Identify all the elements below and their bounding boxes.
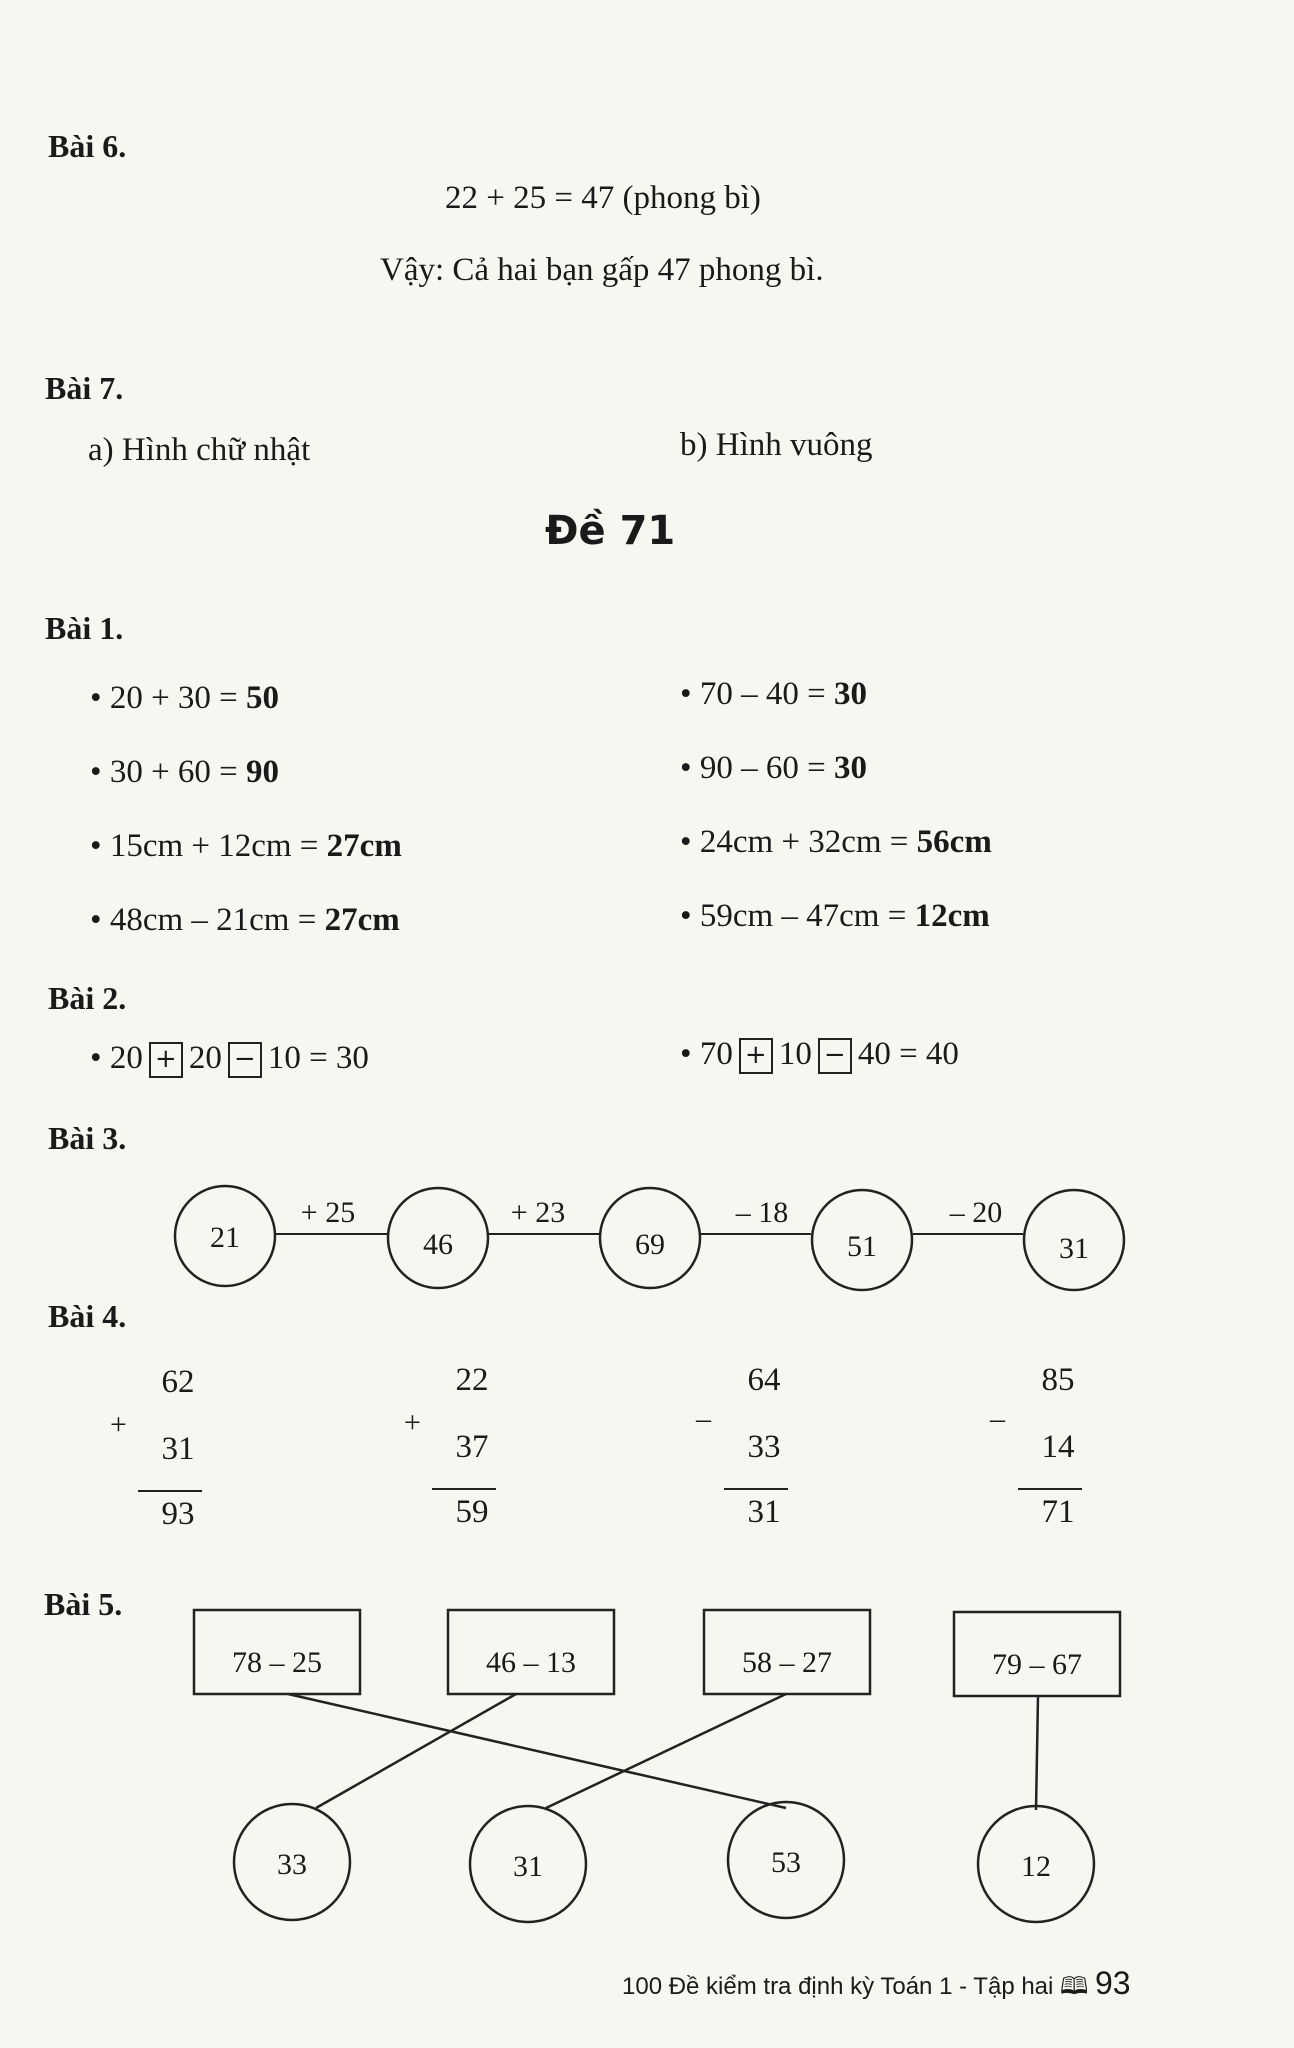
expression-box-text: 46 – 13 — [486, 1646, 576, 1679]
vc-result: 59 — [455, 1494, 489, 1530]
vc-operator: + — [404, 1406, 421, 1439]
match-line — [288, 1694, 786, 1808]
bai1-right-item: • 90 – 60 = 30 — [680, 750, 867, 786]
bai1-right-item: • 24cm + 32cm = 56cm — [680, 824, 992, 860]
bai2-left-expr: • 20 + 20 − 10 = 30 — [90, 1040, 369, 1078]
expression-box-text: 58 – 27 — [742, 1646, 832, 1679]
match-line — [1036, 1696, 1038, 1810]
bai3-label: Bài 3. — [48, 1120, 127, 1156]
expression-box-text: 79 – 67 — [992, 1648, 1082, 1681]
bai7-b: b) Hình vuông — [680, 427, 873, 463]
bai7-a: a) Hình chữ nhật — [88, 432, 311, 468]
bai1-left-item: • 48cm – 21cm = 27cm — [90, 902, 400, 938]
chain-operation: – 20 — [949, 1196, 1003, 1229]
bai5-label: Bài 5. — [44, 1586, 123, 1622]
vertical-calc — [404, 1362, 512, 1562]
result-circle-value: 53 — [771, 1846, 801, 1879]
expression-box-text: 78 – 25 — [232, 1646, 322, 1679]
chain-node-value: 51 — [847, 1230, 877, 1263]
vc-bar — [724, 1488, 788, 1490]
vc-operator: + — [110, 1408, 127, 1441]
vc-bar — [138, 1490, 202, 1492]
bai4-label: Bài 4. — [48, 1298, 127, 1334]
footer-book-title: 100 Đề kiểm tra định kỳ Toán 1 - Tập hai — [622, 1973, 1054, 2000]
vc-result: 71 — [1041, 1494, 1075, 1530]
vc-top: 22 — [455, 1362, 489, 1398]
result-circle-value: 33 — [277, 1848, 307, 1881]
vertical-calc — [696, 1362, 804, 1562]
operator-box: − — [228, 1042, 262, 1078]
bai2-right-expr: • 70 + 10 − 40 = 40 — [680, 1036, 959, 1074]
vc-result: 93 — [161, 1496, 195, 1532]
vc-top: 62 — [161, 1364, 195, 1400]
chain-operation: – 18 — [735, 1196, 789, 1229]
book-icon: 🕮 — [1060, 1973, 1089, 2000]
vc-bottom: 37 — [455, 1429, 489, 1465]
vc-operator: – — [990, 1402, 1005, 1435]
bai1-left-item: • 15cm + 12cm = 27cm — [90, 828, 402, 864]
de-title: Đề 71 — [545, 508, 676, 554]
chain-node-value: 21 — [210, 1221, 240, 1254]
vc-operator: – — [696, 1402, 711, 1435]
result-circle-value: 31 — [513, 1850, 543, 1883]
bai6-answer: Vậy: Cả hai bạn gấp 47 phong bì. — [380, 252, 824, 288]
vc-top: 85 — [1041, 1362, 1075, 1398]
bai1-label: Bài 1. — [45, 610, 124, 646]
vc-bottom: 31 — [161, 1431, 195, 1467]
match-line — [316, 1694, 516, 1808]
vc-result: 31 — [747, 1494, 781, 1530]
vc-top: 64 — [747, 1362, 781, 1398]
vertical-calc — [990, 1362, 1098, 1562]
bai1-right-item: • 70 – 40 = 30 — [680, 676, 867, 712]
chain-operation: + 23 — [510, 1196, 566, 1229]
operator-box: − — [818, 1038, 852, 1074]
chain-node-value: 46 — [423, 1228, 453, 1261]
bai6-calc: 22 + 25 = 47 (phong bì) — [445, 180, 761, 216]
chain-node-value: 69 — [635, 1228, 665, 1261]
match-line — [546, 1694, 786, 1808]
bai7-label: Bài 7. — [45, 370, 124, 406]
bai1-left-item: • 30 + 60 = 90 — [90, 754, 280, 790]
page-number: 93 — [1095, 1965, 1131, 2001]
bai1-right-item: • 59cm – 47cm = 12cm — [680, 898, 990, 934]
page-footer — [622, 1965, 1131, 2010]
result-circle-value: 12 — [1021, 1850, 1051, 1883]
vc-bar — [1018, 1488, 1082, 1490]
vc-bottom: 14 — [1041, 1429, 1075, 1465]
vc-bar — [432, 1488, 496, 1490]
chain-node-value: 31 — [1059, 1232, 1089, 1265]
vc-bottom: 33 — [747, 1429, 781, 1465]
operator-box: + — [739, 1038, 773, 1074]
chain-operation: + 25 — [300, 1196, 356, 1229]
bai6-label: Bài 6. — [48, 128, 127, 164]
bai1-left-item: • 20 + 30 = 50 — [90, 680, 280, 716]
bai2-label: Bài 2. — [48, 980, 127, 1016]
vertical-calc — [110, 1364, 218, 1564]
operator-box: + — [149, 1042, 183, 1078]
